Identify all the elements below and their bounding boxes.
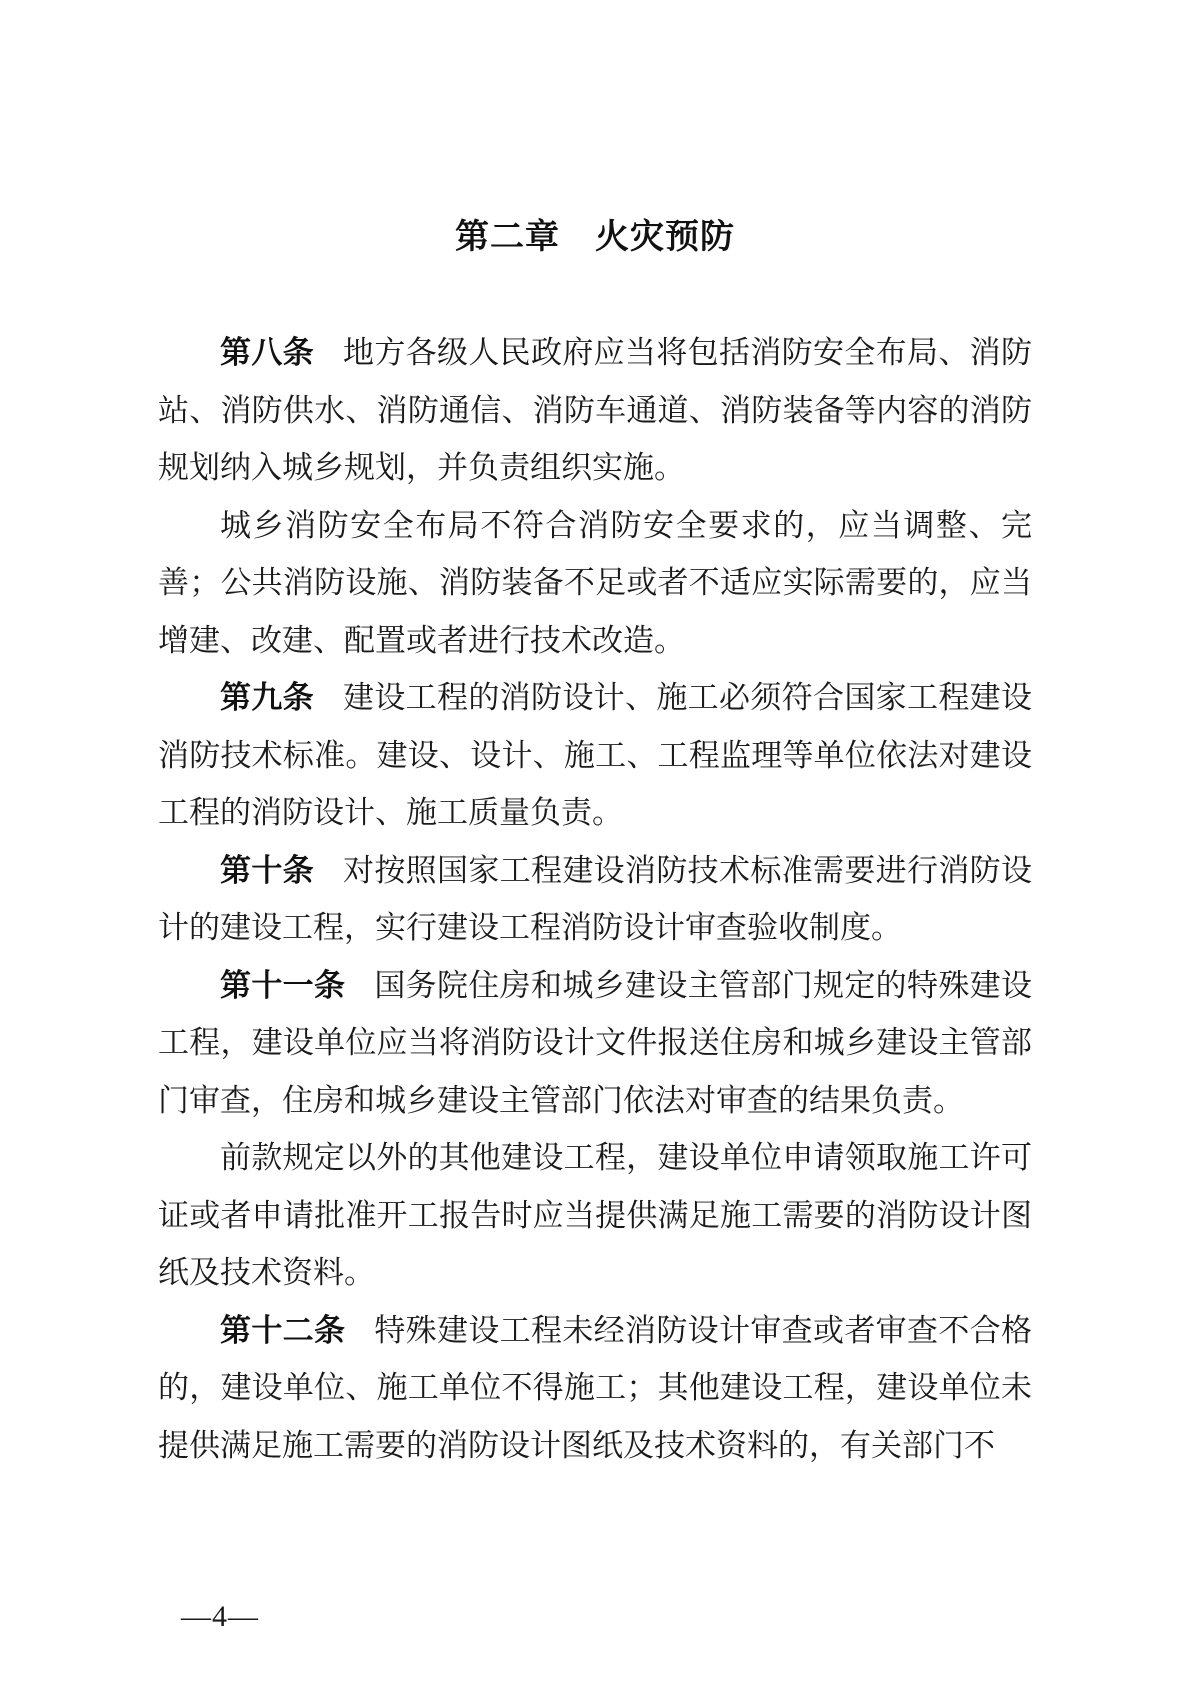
article-9-number: 第九条: [220, 680, 314, 715]
article-11-text: 国务院住房和城乡建设主管部门规定的特殊建设工程，建设单位应当将消防设计文件报送住房和城乡建设主管部门审查，住房和城乡建设主管部门依法对审查的结果负责。: [158, 967, 1033, 1118]
article-9-text: 建设工程的消防设计、施工必须符合国家工程建设消防技术标准。建设、设计、施工、工程监理等单位依法对建设工程的消防设计、施工质量负责。: [158, 680, 1032, 830]
article-11-number: 第十一条: [220, 967, 346, 1003]
article-8-clause-2-paragraph: [158, 497, 1032, 670]
article-11-paragraph: [158, 957, 1032, 1130]
article-11-clause-2-text: 前款规定以外的其他建设工程，建设单位申请领取施工许可证或者申请批准开工报告时应当提供满足施工需要的消防设计图纸及技术资料。: [158, 1140, 1032, 1290]
article-12-text: 特殊建设工程未经消防设计审查或者审查不合格的，建设单位、施工单位不得施工；其他建设工程，建设单位未提供满足施工需要的消防设计图纸及技术资料的，有关部门不: [158, 1312, 1033, 1463]
article-8-text: 地方各级人民政府应当将包括消防安全布局、消防站、消防供水、消防通信、消防车通道、消防装备等内容的消防规划纳入城乡规划，并负责组织实施。: [158, 335, 1032, 485]
article-8-paragraph: [158, 324, 1032, 497]
article-11-clause-2-paragraph: [158, 1129, 1032, 1302]
page-number: —4—: [181, 1600, 259, 1633]
article-12-number: 第十二条: [220, 1312, 346, 1348]
chapter-title: 第二章 火灾预防: [455, 218, 735, 256]
document-body: [158, 324, 1032, 1474]
article-10-text: 对按照国家工程建设消防技术标准需要进行消防设计的建设工程，实行建设工程消防设计审查验收制度。: [158, 852, 1032, 945]
article-9-paragraph: [158, 669, 1032, 842]
article-10-paragraph: [158, 842, 1032, 957]
article-8-number: 第八条: [220, 335, 314, 370]
article-10-number: 第十条: [220, 852, 314, 888]
article-12-paragraph: [158, 1302, 1032, 1475]
article-8-clause-2-text: 城乡消防安全布局不符合消防安全要求的，应当调整、完善；公共消防设施、消防装备不足或者不适应实际需要的，应当增建、改建、配置或者进行技术改造。: [158, 507, 1032, 658]
